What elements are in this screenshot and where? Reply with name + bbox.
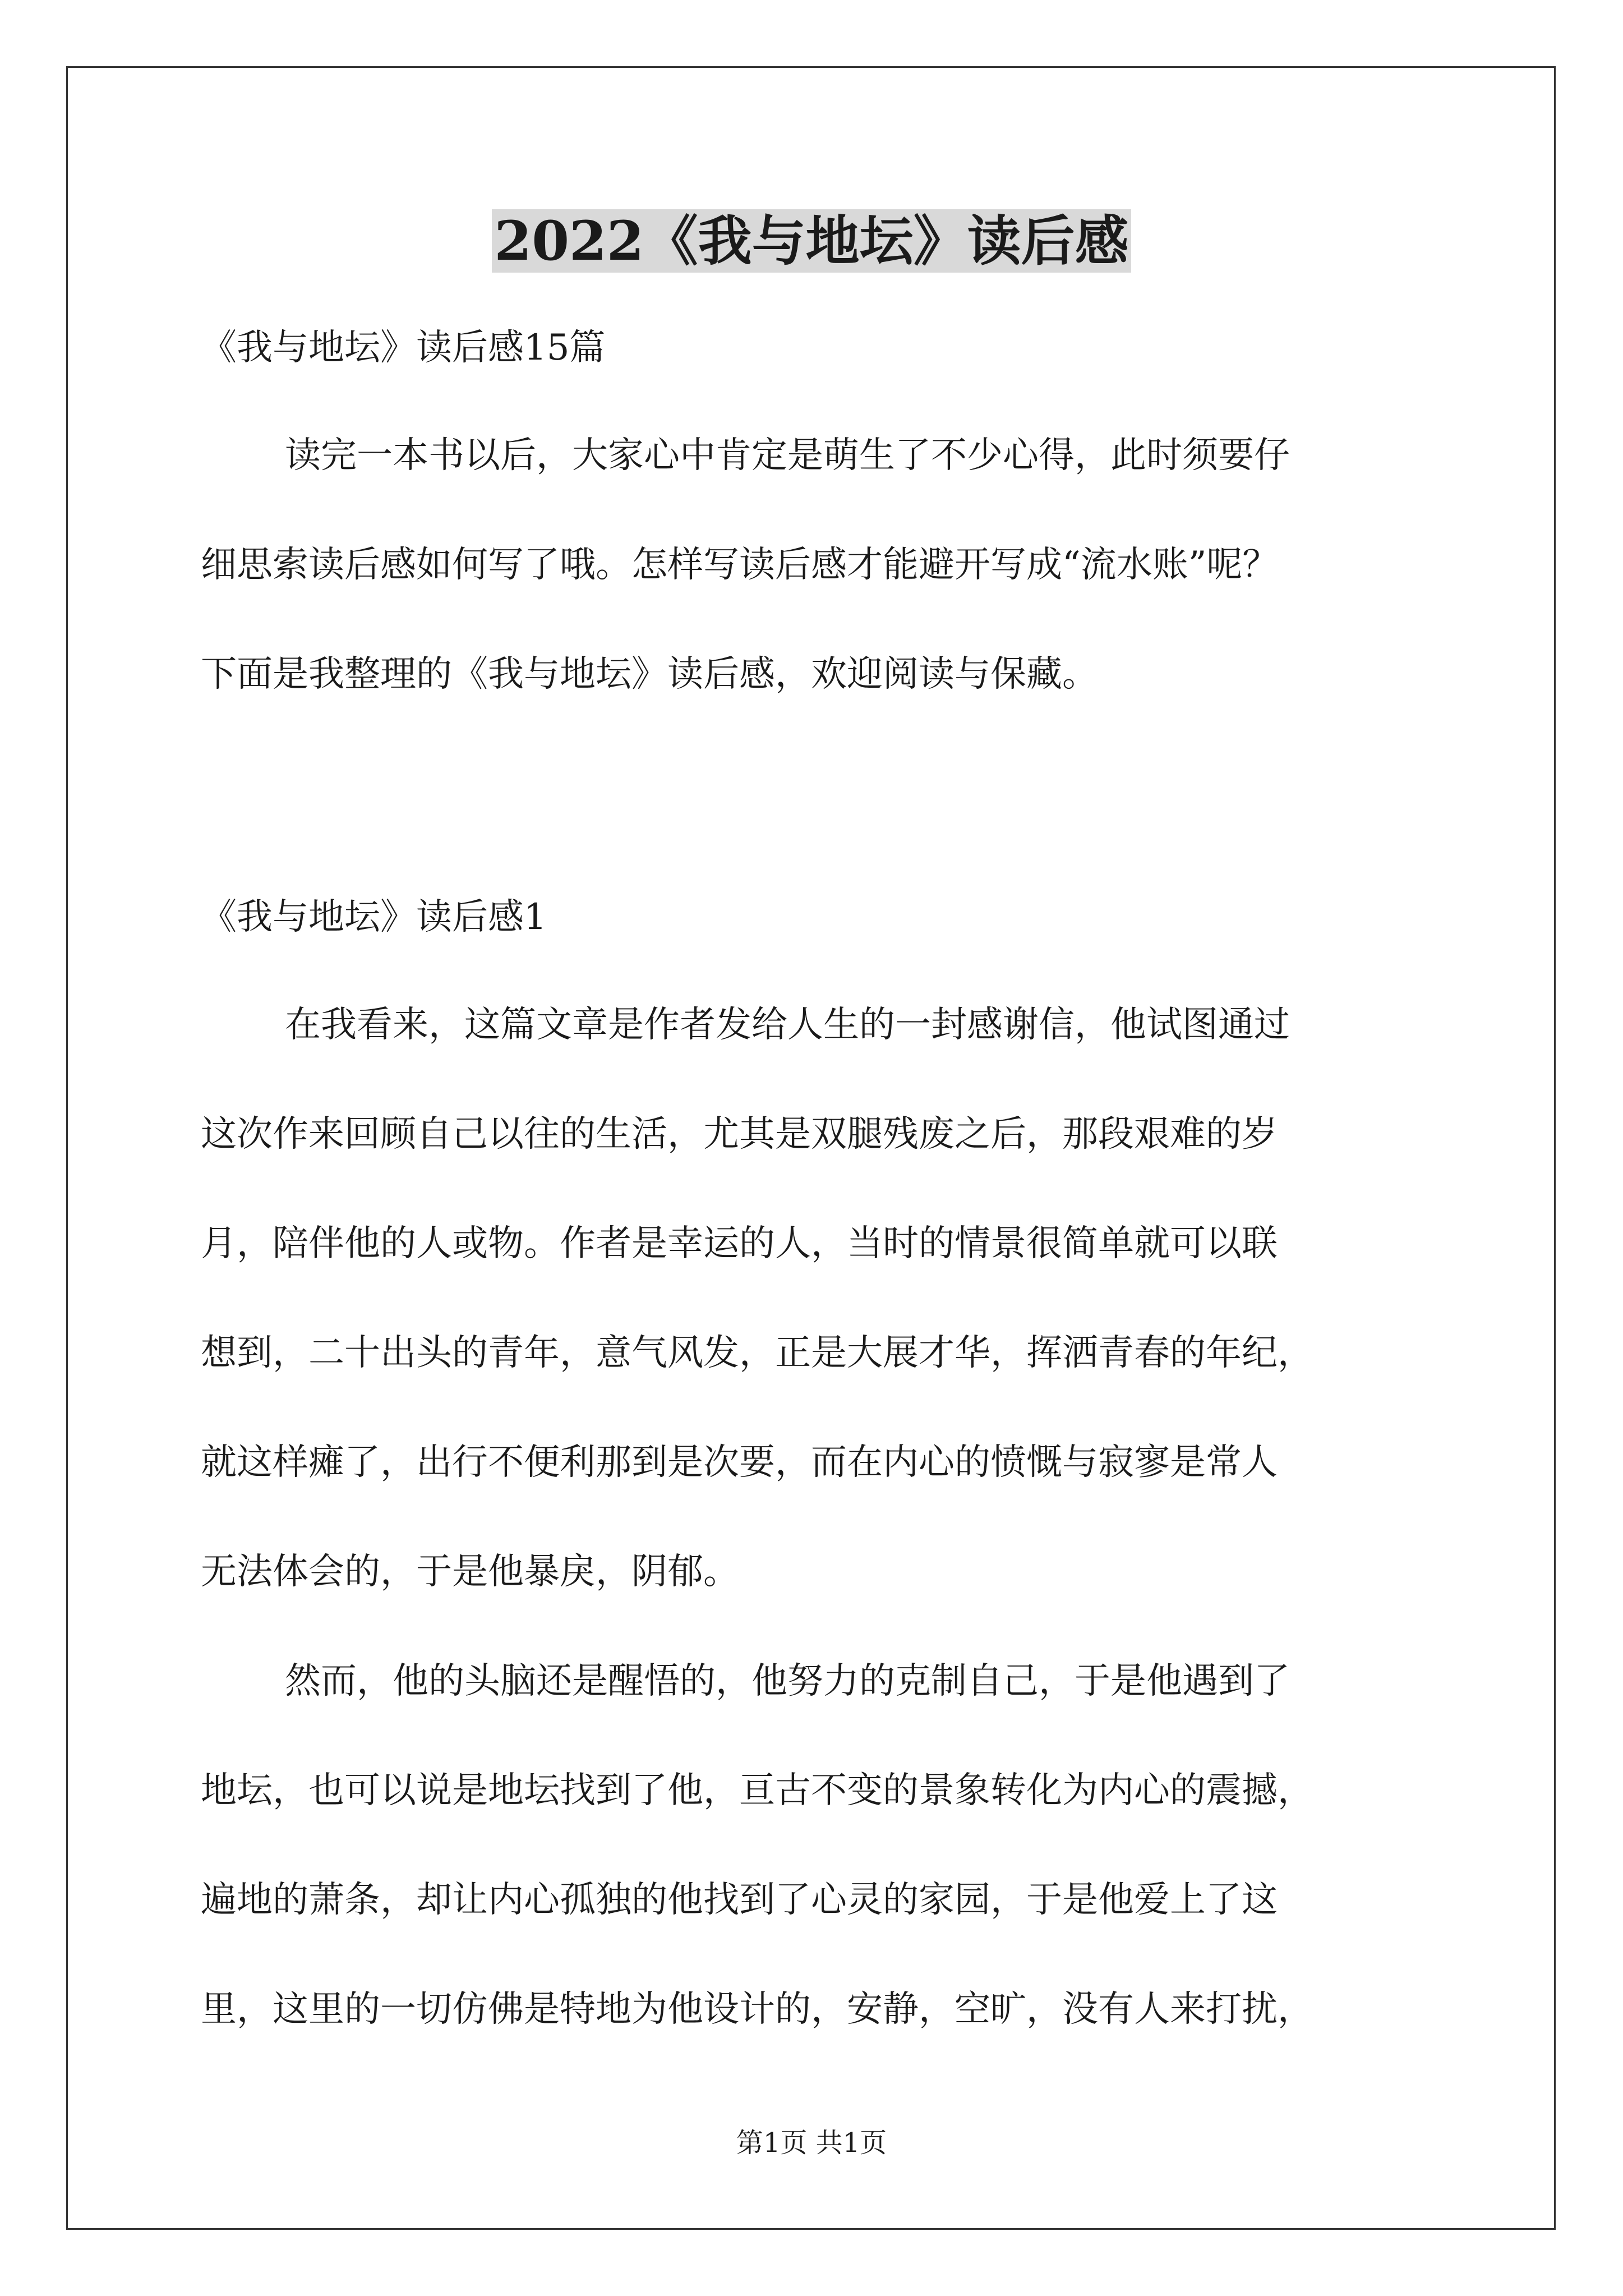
paragraph-line: 无法体会的，于是他暴戾，阴郁。 [201, 1551, 739, 1593]
document-subtitle: 《我与地坛》读后感15篇 [201, 327, 606, 369]
paragraph-2 [201, 1627, 1435, 2064]
paragraph-line: 想到，二十出头的青年，意气风发，正是大展才华，挥洒青春的年纪， [201, 1332, 1313, 1374]
document-body [201, 311, 1435, 2064]
document-title-text: 2022《我与地坛》读后感 [492, 209, 1131, 273]
paragraph-line: 里，这里的一切仿佛是特地为他设计的，安静，空旷，没有人来打扰， [201, 1989, 1313, 2030]
paragraph-line: 遍地的萧条，却让内心孤独的他找到了心灵的家园，于是他爱上了这 [201, 1879, 1278, 1921]
intro-paragraph [201, 401, 1435, 729]
paragraph-line: 在我看来，这篇文章是作者发给人生的一封感谢信，他试图通过 [285, 1004, 1290, 1046]
intro-line: 下面是我整理的《我与地坛》读后感，欢迎阅读与保藏。 [201, 654, 1098, 695]
paragraph-line: 月，陪伴他的人或物。作者是幸运的人，当时的情景很简单就可以联 [201, 1223, 1278, 1264]
intro-line: 读完一本书以后，大家心中肯定是萌生了不少心得，此时须要仔 [285, 435, 1290, 476]
intro-line: 细思索读后感如何写了哦。怎样写读后感才能避开写成“流水账”呢？ [201, 544, 1279, 586]
paragraph-line: 然而，他的头脑还是醒悟的，他努力的克制自己，于是他遇到了 [285, 1660, 1290, 1702]
page-footer: 第1页 共1页 [736, 2127, 887, 2159]
document-title [0, 205, 1623, 278]
paragraph-line: 这次作来回顾自己以往的生活，尤其是双腿残废之后，那段艰难的岁 [201, 1114, 1278, 1155]
paragraph-1 [201, 970, 1435, 1627]
paragraph-line: 就这样瘫了，出行不便利那到是次要，而在内心的愤慨与寂寥是常人 [201, 1442, 1278, 1483]
paragraph-line: 地坛，也可以说是地坛找到了他，亘古不变的景象转化为内心的震撼， [201, 1770, 1313, 1811]
section-heading: 《我与地坛》读后感1 [201, 896, 547, 938]
